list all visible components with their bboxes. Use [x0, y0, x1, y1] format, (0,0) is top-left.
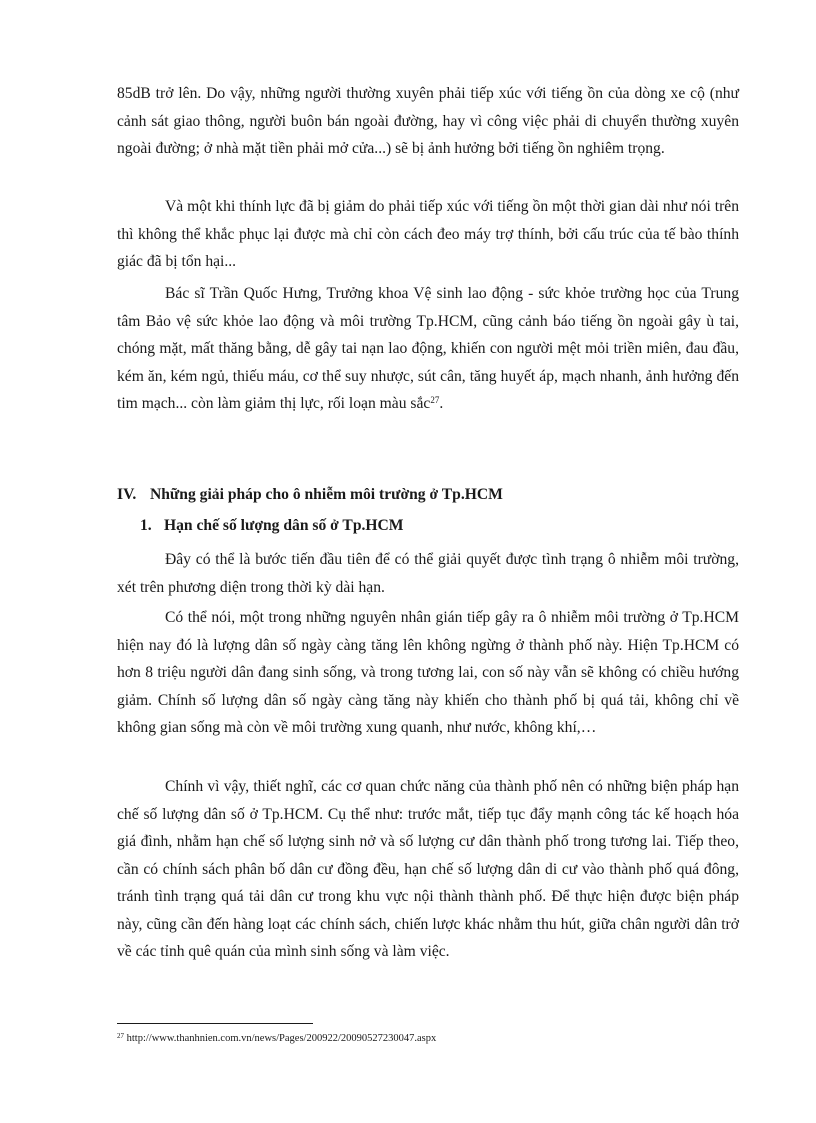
paragraph-end-period: .	[439, 395, 444, 412]
subsection-heading	[140, 512, 404, 539]
subsection-title: Hạn chế số lượng dân số ở Tp.HCM	[164, 517, 404, 534]
paragraph-first-step: Đây có thể là bước tiến đầu tiên để có thể giải quyết được tình trạng ô nhiễm môi trường, xét trên phương diện trong thời kỳ dài hạn.	[117, 551, 739, 596]
section-heading	[117, 481, 503, 508]
footnote-separator	[117, 1023, 313, 1024]
section-title: Những giải pháp cho ô nhiễm môi trường ở Tp.HCM	[150, 486, 503, 503]
paragraph-population-measures: Chính vì vậy, thiết nghĩ, các cơ quan chức năng của thành phố nên có những biện pháp hạn chế số lượng dân số ở Tp.HCM. Cụ thể như: trước mắt, tiếp tục đẩy mạnh công tác kế hoạch hóa giá đình, nhằm hạn chế số lượng sinh nở và số lượng cư dân thành phố trong tương lai. Tiếp theo, cần có chính sách phân bố dân cư đồng đều, hạn chế số lượng dân di cư vào thành phố quá đông, tránh tình trạng quá tải dân cư trong khu vực nội thành thành phố. Để thực hiện được biện pháp này, cũng cần đến hàng loạt các chính sách, chiến lược khác nhằm thu hút, giữa chân người dân trở về các tỉnh quê quán của mình sinh sống và làm việc.	[117, 778, 739, 960]
section-number: IV.	[117, 486, 137, 503]
footnote-number: 27	[117, 1032, 124, 1040]
footnote	[117, 1032, 436, 1046]
paragraph-noise-exposure: 85dB trở lên. Do vậy, những người thường xuyên phải tiếp xúc với tiếng ồn của dòng xe cộ (như cảnh sát giao thông, người buôn bán ngoài đường, hay vì công việc phải di chuyển thường xuyên ngoài đường; ở nhà mặt tiền phải mở cửa...) sẽ bị ảnh hưởng bởi tiếng ồn nghiêm trọng.	[117, 85, 739, 157]
paragraph-doctor-warning-text: Bác sĩ Trần Quốc Hưng, Trưởng khoa Vệ sinh lao động - sức khỏe trường học của Trung tâm Bảo vệ sức khỏe lao động và môi trường Tp.HCM, cũng cảnh báo tiếng ồn ngoài gây ù tai, chóng mặt, mất thăng bằng, dễ gây tai nạn lao động, khiến con người mệt mỏi triền miên, đau đầu, kém ăn, kém ngủ, thiếu máu, cơ thể suy nhược, sút cân, tăng huyết áp, mạch nhanh, ảnh hưởng đến tim mạch... còn làm giảm thị lực, rối loạn màu sắc	[117, 285, 739, 412]
paragraph-hearing-loss: Và một khi thính lực đã bị giảm do phải tiếp xúc với tiếng ồn một thời gian dài như nói trên thì không thể khắc phục lại được mà chỉ còn cách đeo máy trợ thính, bởi cấu trúc của tế bào thính giác đã bị tổn hại...	[117, 198, 739, 270]
footnote-reference: 27	[430, 395, 440, 405]
footnote-link[interactable]: http://www.thanhnien.com.vn/news/Pages/200922/20090527230047.aspx	[126, 1033, 437, 1044]
paragraph-population-cause: Có thể nói, một trong những nguyên nhân gián tiếp gây ra ô nhiễm môi trường ở Tp.HCM hiện nay đó là lượng dân số ngày càng tăng lên không ngừng ở thành phố này. Hiện Tp.HCM có hơn 8 triệu người dân đang sinh sống, và trong tương lai, con số này vẫn sẽ không có chiều hướng giảm. Chính số lượng dân số ngày càng tăng này khiến cho thành phố bị quá tải, không chỉ về không gian sống mà còn về môi trường xung quanh, như nước, không khí,…	[117, 609, 739, 736]
subsection-number: 1.	[140, 517, 152, 534]
paragraph-doctor-warning	[117, 280, 739, 418]
